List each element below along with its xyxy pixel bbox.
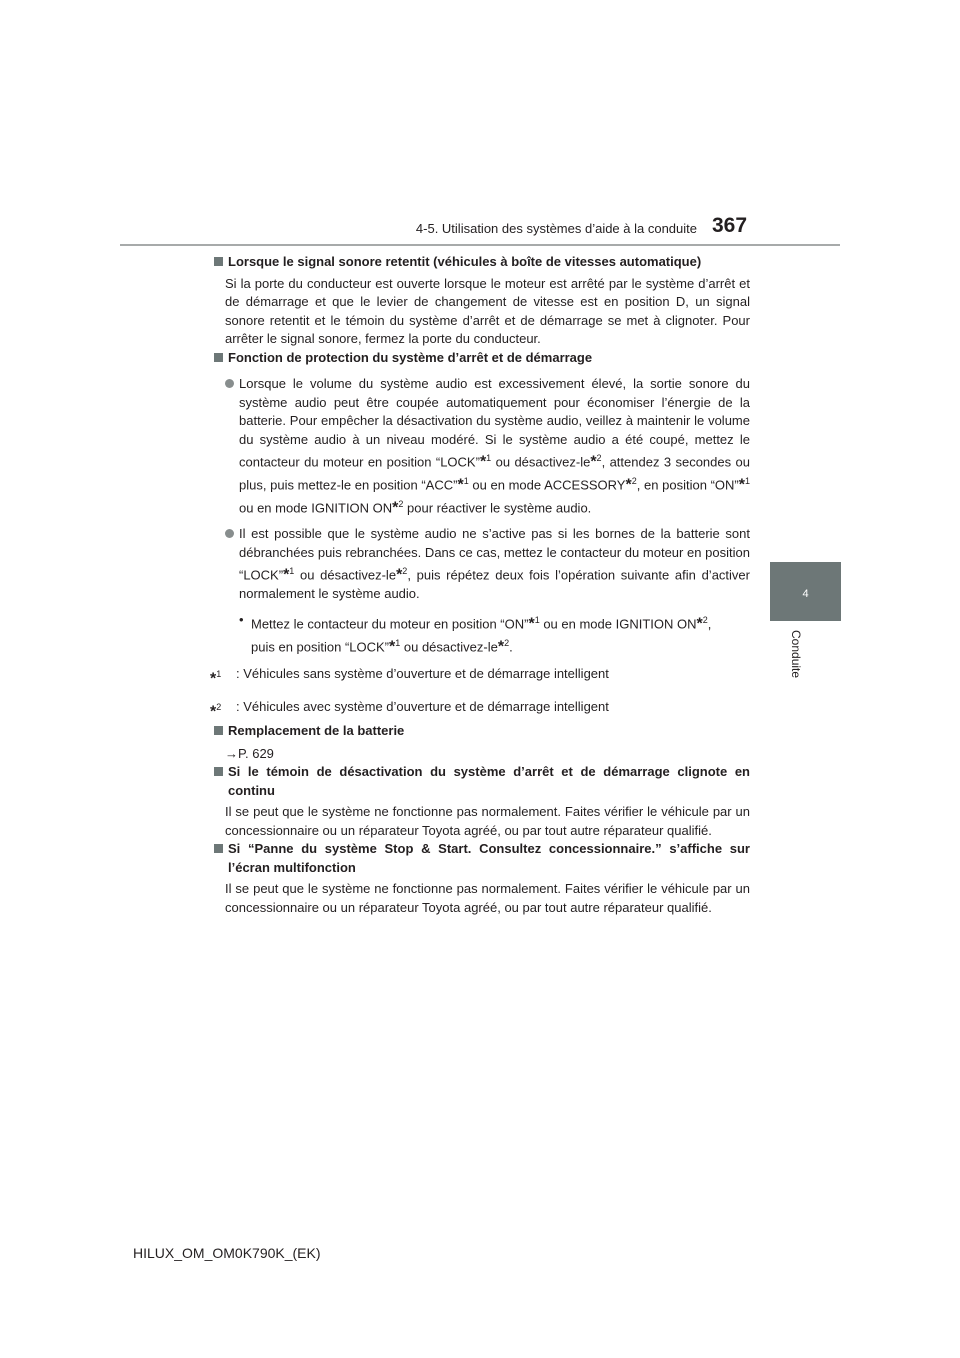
bullet-dot-icon bbox=[225, 379, 234, 388]
footnote-text: : Véhicules sans système d’ouverture et de démarrage intelligent bbox=[236, 666, 609, 682]
header-divider bbox=[120, 244, 840, 246]
bullet-text: Lorsque le volume du système audio est excessivement élevé, la sortie sonore du système audio peut être coupée automatiquement pour économiser l’énergie de la batterie. Pour empêcher la désactivation du système audio, veillez à maintenir le volume du système audio à un niveau modéré. Si le système audio a été coupé, mettez le contacteur du moteur en position “LOCK”*$^1$ ou désactivez-le*$^2$, attendez 3 secondes ou plus, puis mettez-le en position “ACC”*$^1$ ou en mode ACCESSORY*$^2$, en position “ON”*$^1$ ou en mode IGNITION ON*$^2$ pour réactiver le système audio. bbox=[239, 376, 750, 516]
section-protection-function bbox=[210, 349, 750, 657]
section-title: Si “Panne du système Stop & Start. Consultez concessionnaire.” s’affiche sur l’écran multifonction bbox=[228, 841, 750, 875]
section-title: Lorsque le signal sonore retentit (véhicules à boîte de vitesses automatique) bbox=[228, 254, 702, 269]
bullet-dot-icon bbox=[225, 529, 234, 538]
sub-bullet-text: Mettez le contacteur du moteur en position “ON”*$^1$ ou en mode IGNITION ON*$^2$, puis en position “LOCK”*$^1$ ou désactivez-le*$^2$. bbox=[251, 614, 712, 655]
section-title: Fonction de protection du système d’arrêt et de démarrage bbox=[228, 349, 593, 365]
chapter-tab-label: Conduite bbox=[789, 630, 803, 679]
running-header-title: 4-5. Utilisation des systèmes d’aide à la conduite bbox=[415, 221, 697, 236]
sub-bullet-item bbox=[239, 611, 750, 657]
section-audible-signal bbox=[210, 253, 750, 349]
footnote-2 bbox=[210, 698, 750, 722]
chapter-tab-number: 4 bbox=[802, 588, 809, 600]
footnote-text: : Véhicules avec système d’ouverture et de démarrage intelligent bbox=[236, 699, 609, 715]
bullet-item bbox=[225, 525, 750, 603]
section-square-icon bbox=[214, 767, 223, 776]
footer-doc-id: HILUX_OM_OM0K790K_(EK) bbox=[133, 1245, 321, 1261]
bullet-text: Il est possible que le système audio ne s’active pas si les bornes de la batterie sont débranchées puis rebranchées. Dans ce cas, mettez le contacteur du moteur en position “LOCK”*$^1$ ou désactivez-le*$^2$, puis répétez deux fois l’opération suivante afin d’activer normalement le système audio. bbox=[239, 526, 750, 602]
section-indicator-flashing bbox=[210, 763, 750, 840]
page-reference-link[interactable]: →P. 629 bbox=[225, 745, 274, 761]
section-multifunction-message bbox=[210, 840, 750, 917]
section-body: Si la porte du conducteur est ouverte lorsque le moteur est arrêté par le système d’arrêt et de démarrage et que le levier de changement de vitesse est en position D, un signal sonore retentit et le témoin du système d’arrêt et de démarrage se met à clignoter. Pour arrêter le signal sonore, fermez la porte du conducteur. bbox=[225, 275, 750, 346]
footnote-mark: *$^1$ bbox=[210, 669, 222, 688]
section-battery-replacement bbox=[210, 722, 750, 763]
section-square-icon bbox=[214, 726, 223, 735]
section-square-icon bbox=[214, 257, 223, 266]
section-body: Il se peut que le système ne fonctionne pas normalement. Faites vérifier le véhicule par un concessionnaire ou un réparateur Toyota agréé, ou par tout autre réparateur qualifié. bbox=[225, 804, 750, 838]
page-content bbox=[210, 253, 750, 917]
section-title: Si le témoin de désactivation du système d’arrêt et de démarrage clignote en continu bbox=[228, 764, 750, 798]
section-title: Remplacement de la batterie bbox=[228, 723, 405, 739]
chapter-tab[interactable] bbox=[770, 562, 841, 621]
footnote-1 bbox=[210, 665, 750, 689]
section-body: Il se peut que le système ne fonctionne pas normalement. Faites vérifier le véhicule par un concessionnaire ou un réparateur Toyota agréé, ou par tout autre réparateur qualifié. bbox=[225, 881, 750, 915]
page-number: 367 bbox=[712, 214, 748, 237]
sub-bullet-mark: • bbox=[239, 611, 244, 627]
section-square-icon bbox=[214, 844, 223, 853]
bullet-item bbox=[225, 375, 750, 517]
footnote-mark: *$^2$ bbox=[210, 702, 222, 721]
section-square-icon bbox=[214, 353, 223, 362]
